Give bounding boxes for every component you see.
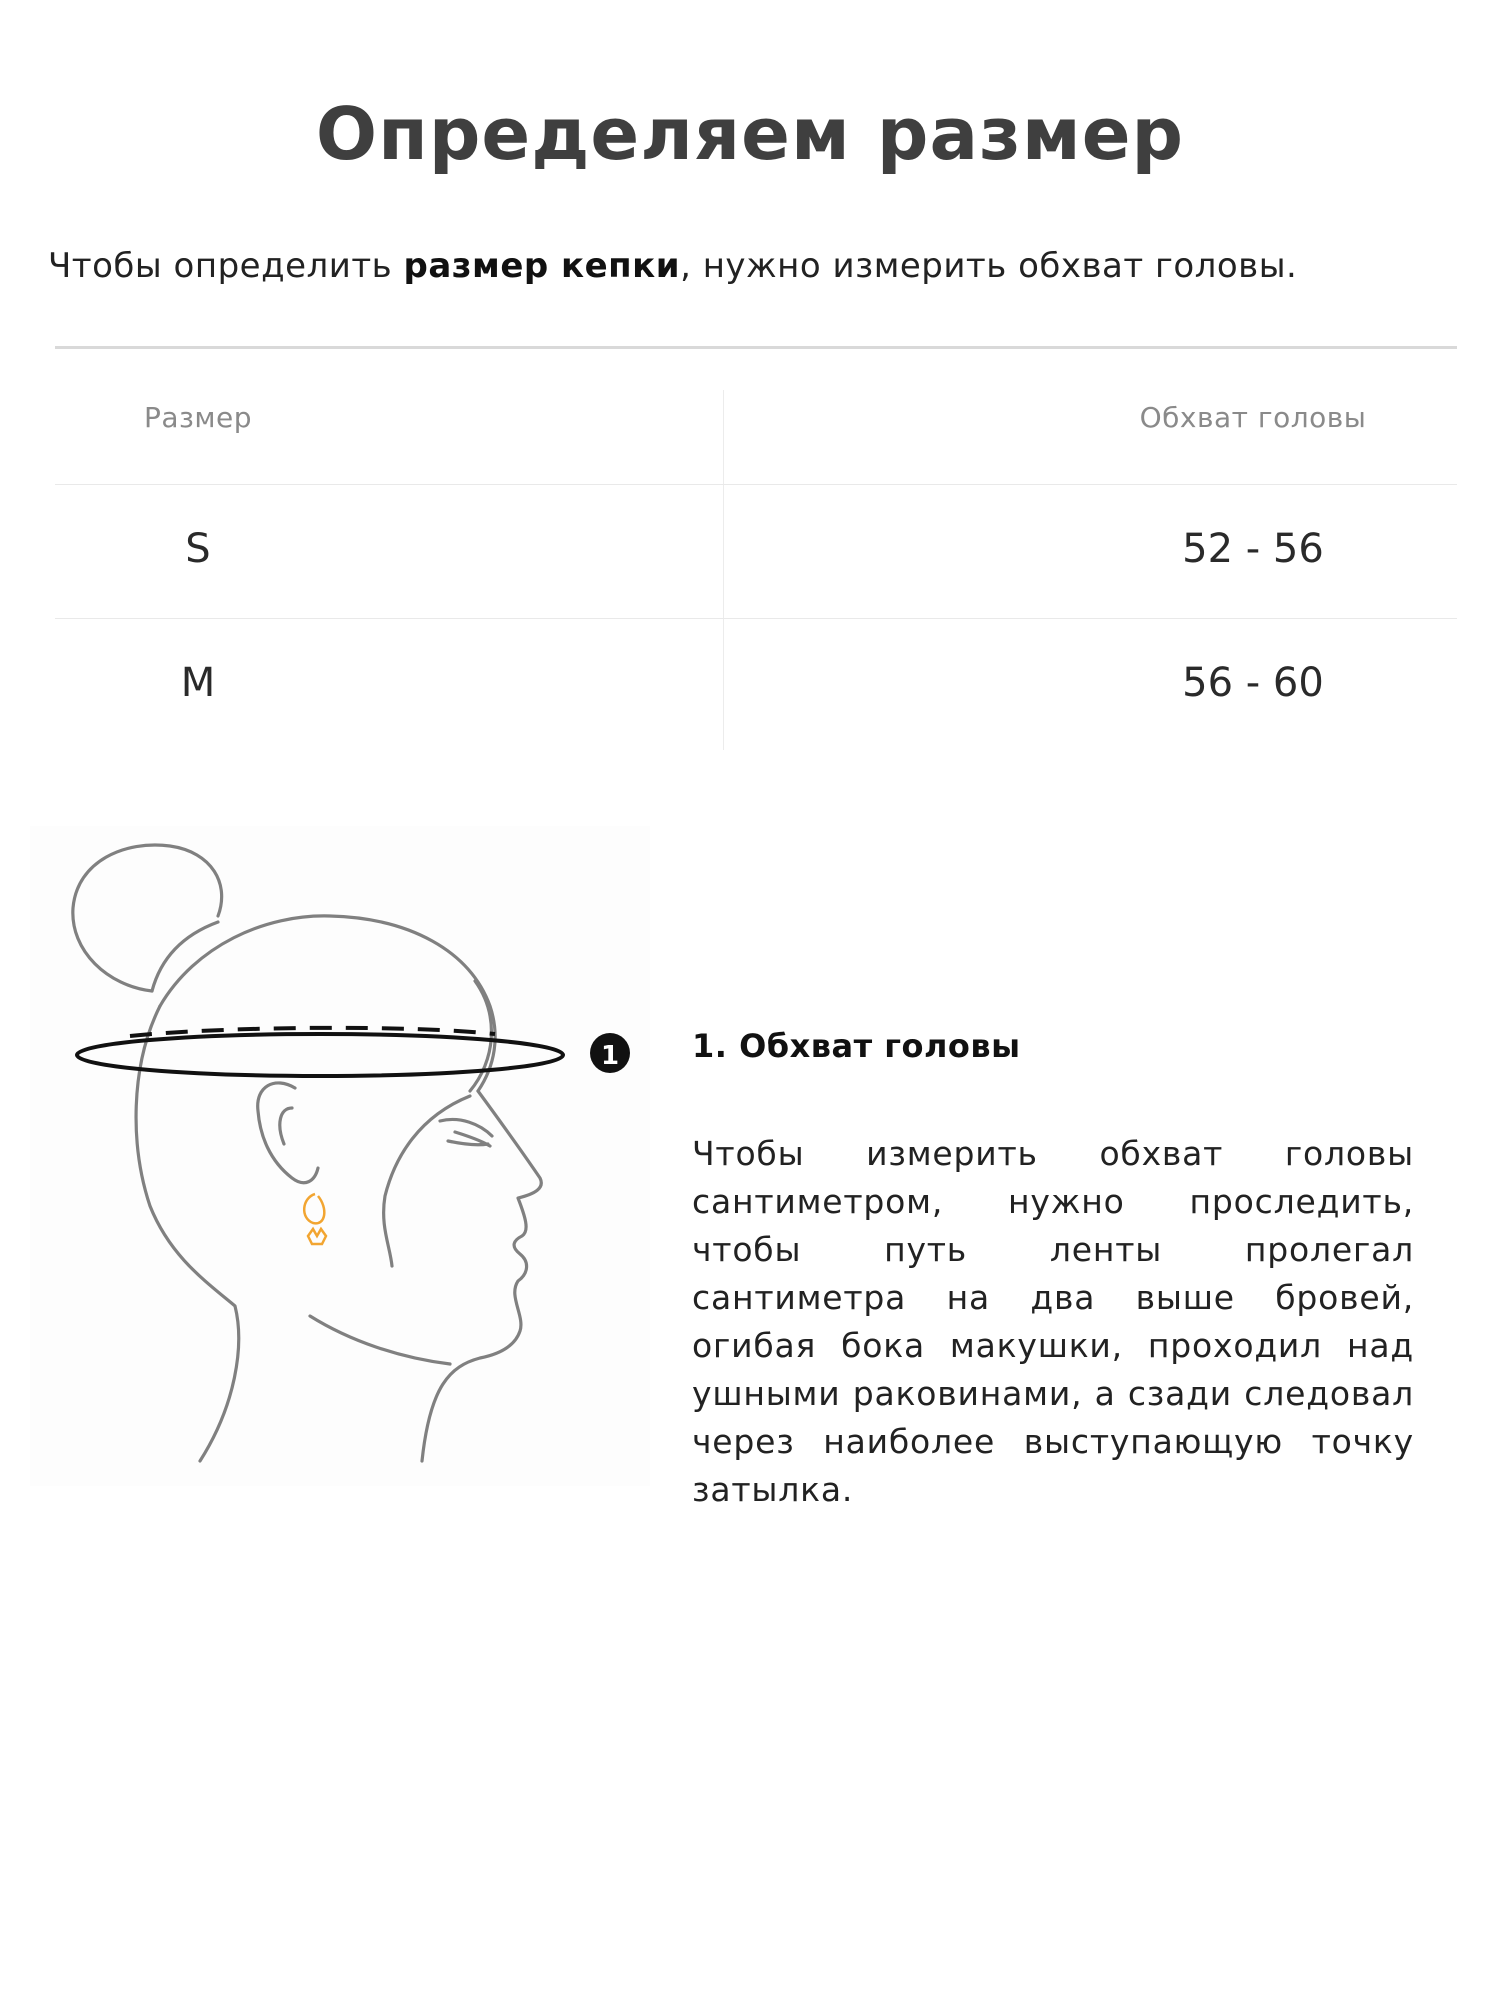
face-profile <box>422 1091 541 1461</box>
intro-suffix: , нужно измерить обхват головы. <box>680 246 1298 286</box>
ear-inner <box>280 1108 292 1144</box>
jaw-line <box>310 1316 450 1364</box>
cell-size: S <box>185 526 211 572</box>
intro-text <box>48 246 1468 286</box>
earring <box>304 1194 326 1244</box>
intro-prefix: Чтобы определить <box>48 246 404 286</box>
table-column-divider <box>723 390 724 750</box>
ear <box>258 1083 318 1183</box>
table-top-divider <box>55 346 1457 349</box>
hair-line <box>384 1096 470 1266</box>
head-measurement-icon <box>30 826 650 1486</box>
marker-label: 1 <box>600 1041 620 1071</box>
eyebrow <box>440 1119 492 1136</box>
hair-bun-base <box>152 922 218 991</box>
head-outline <box>160 916 495 1091</box>
table-row-divider <box>55 484 1457 485</box>
intro-bold: размер кепки <box>403 246 681 286</box>
head-measurement-illustration <box>30 826 650 1486</box>
table-row-divider <box>55 618 1457 619</box>
hair-bun <box>73 845 222 991</box>
step-description: Чтобы измерить обхват головы сантиметром, нужно проследить, чтобы путь ленты пролегал сантиметра на два выше бровей, огибая бока макушки, проходил над ушными раковинами, а сзади следовал через наиболее выступающую точку затылка. <box>692 1134 1414 1509</box>
page-title: Определяем размер <box>315 92 1185 176</box>
cell-size: M <box>180 660 216 706</box>
header-girth: Обхват головы <box>1139 401 1367 434</box>
cell-girth: 56 - 60 <box>1182 660 1324 706</box>
size-table <box>55 346 1457 750</box>
step-title: 1. Обхват головы <box>692 1027 1021 1065</box>
cell-girth: 52 - 56 <box>1182 526 1324 572</box>
header-size: Размер <box>143 401 253 434</box>
